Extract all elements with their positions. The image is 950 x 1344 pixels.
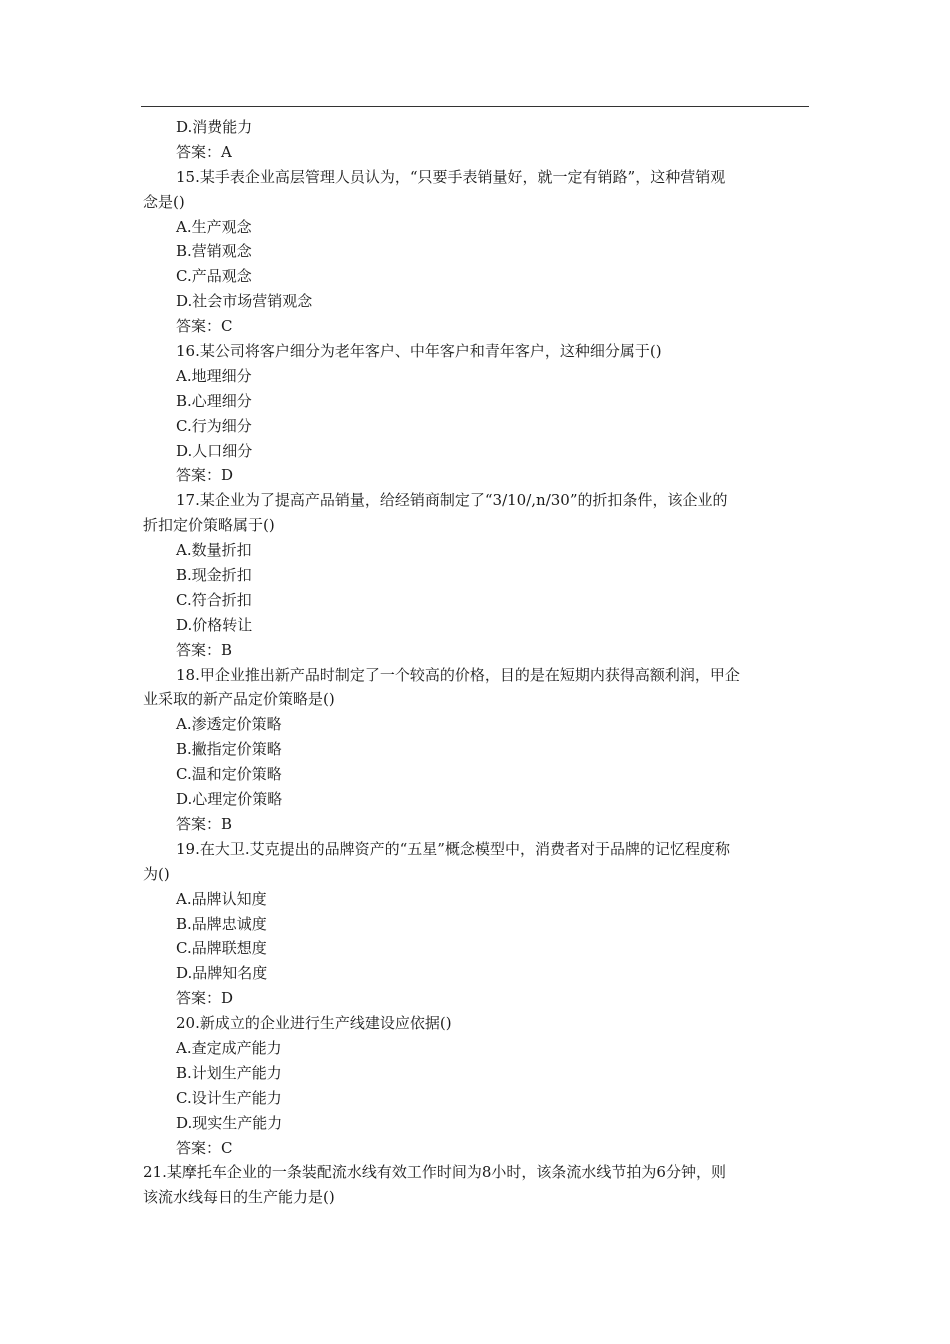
text-line: 20.新成立的企业进行生产线建设应依据() bbox=[176, 1014, 452, 1033]
text-line: A.品牌认知度 bbox=[176, 889, 267, 908]
text-line: B.营销观念 bbox=[176, 242, 252, 261]
text-line: C.产品观念 bbox=[176, 267, 252, 286]
text-line: A.查定成产能力 bbox=[176, 1038, 282, 1057]
header-rule bbox=[141, 106, 809, 107]
text-line: C.设计生产能力 bbox=[176, 1088, 282, 1107]
text-line: B.心理细分 bbox=[176, 391, 252, 410]
text-line: 答案：D bbox=[176, 989, 234, 1008]
text-line: 17.某企业为了提高产品销量，给经销商制定了“3/10/,n/30”的折扣条件，该企业的 bbox=[176, 491, 728, 510]
text-line: 答案：A bbox=[176, 142, 232, 161]
text-line: B.品牌忠诚度 bbox=[176, 914, 267, 933]
text-line: C.行为细分 bbox=[176, 416, 252, 435]
text-line: A.数量折扣 bbox=[176, 541, 252, 560]
text-line: 21.某摩托车企业的一条装配流水线有效工作时间为8小时，该条流水线节拍为6分钟，则 bbox=[143, 1163, 726, 1182]
text-line: A.渗透定价策略 bbox=[176, 715, 282, 734]
text-line: C.温和定价策略 bbox=[176, 765, 282, 784]
text-line: B.现金折扣 bbox=[176, 566, 252, 585]
text-line: D.心理定价策略 bbox=[176, 790, 283, 809]
text-line: 答案：D bbox=[176, 466, 234, 485]
text-line: 该流水线每日的生产能力是() bbox=[143, 1188, 335, 1207]
text-line: 折扣定价策略属于() bbox=[143, 516, 275, 535]
text-line: D.人口细分 bbox=[176, 441, 253, 460]
text-line: 答案：C bbox=[176, 317, 233, 336]
text-line: A.生产观念 bbox=[176, 217, 252, 236]
text-line: D.消费能力 bbox=[176, 118, 253, 136]
text-line: 业采取的新产品定价策略是() bbox=[143, 690, 335, 709]
text-line: 念是() bbox=[143, 192, 185, 211]
text-line: B.计划生产能力 bbox=[176, 1063, 282, 1082]
text-line: 为() bbox=[143, 864, 170, 883]
text-line: 答案：B bbox=[176, 640, 233, 659]
text-line: 答案：B bbox=[176, 814, 233, 833]
text-line: 15.某手表企业高层管理人员认为，“只要手表销量好，就一定有销路”，这种营销观 bbox=[176, 167, 726, 186]
text-line: D.价格转让 bbox=[176, 615, 253, 634]
text-line: D.品牌知名度 bbox=[176, 964, 268, 983]
text-line: C.符合折扣 bbox=[176, 590, 252, 609]
text-line: C.品牌联想度 bbox=[176, 939, 267, 958]
text-line: A.地理细分 bbox=[176, 366, 252, 385]
text-line: D.社会市场营销观念 bbox=[176, 292, 313, 311]
text-line: 19.在大卫.艾克提出的品牌资产的“五星”概念模型中，消费者对于品牌的记忆程度称 bbox=[176, 839, 730, 858]
document-body bbox=[143, 115, 809, 1210]
text-line: 答案：C bbox=[176, 1138, 233, 1157]
text-line: 16.某公司将客户细分为老年客户、中年客户和青年客户，这种细分属于() bbox=[176, 342, 662, 361]
text-line: B.撇指定价策略 bbox=[176, 740, 282, 759]
text-line: 18.甲企业推出新产品时制定了一个较高的价格，目的是在短期内获得高额利润，甲企 bbox=[176, 665, 740, 684]
text-line: D.现实生产能力 bbox=[176, 1113, 283, 1132]
